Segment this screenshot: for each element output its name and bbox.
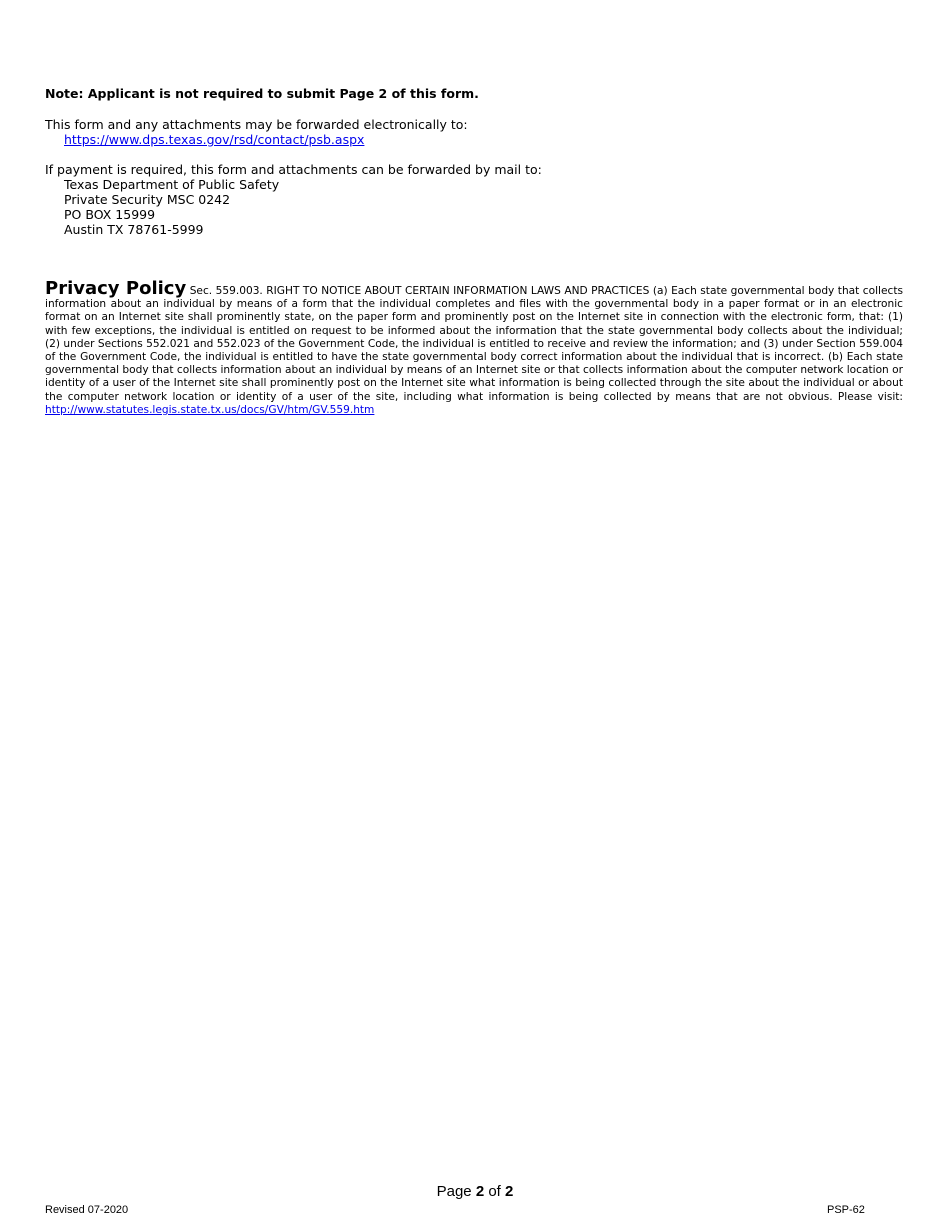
revision-date: Revised 07-2020: [45, 1204, 129, 1216]
page-total: 2: [505, 1183, 514, 1200]
page-current: 2: [475, 1183, 485, 1200]
page-word: Page: [436, 1183, 472, 1200]
privacy-policy-heading: Privacy Policy: [45, 278, 187, 299]
privacy-policy-body: Sec. 559.003. RIGHT TO NOTICE ABOUT CERTAIN INFORMATION LAWS AND PRACTICES (a) Each state governmental body that collects information about an individual by means of a form that the individual completes and files with the governmental body in a paper format or in an electronic format on an Internet site shall prominently state, on the paper form and prominently post on the Internet site in connection with the electronic form, that: (1) with few exceptions, the individual is entitled on request to be informed about the information that the state governmental body collects about the individual; (2) under Sections 552.021 and 552.023 of the Government Code, the individual is entitled to receive and review the information; and (3) under Section 559.004 of the Government Code, the individual is entitled to have the state governmental body correct information about the individual that is incorrect. (b) Each state governmental body that collects information about an individual by means of an Internet site or that collects information about the computer network location or identity of a user of the Internet site shall prominently post on the Internet site what information is being collected through the site about the individual or about the computer network location or identity of a user of the site, including what information is being collected by means that are not obvious. Please visit:: [45, 285, 903, 403]
privacy-policy-section: [45, 278, 903, 417]
electronic-submission-section: [45, 117, 468, 147]
electronic-submission-intro: This form and any attachments may be forwarded electronically to:: [45, 117, 468, 132]
mailing-address-line: Private Security MSC 0242: [64, 192, 231, 207]
page-of-word: of: [488, 1183, 501, 1200]
form-id: PSP-62: [827, 1204, 865, 1216]
mail-submission-intro: If payment is required, this form and attachments can be forwarded by mail to:: [45, 162, 542, 177]
mailing-address-line: PO BOX 15999: [64, 207, 156, 222]
submission-note: Note: Applicant is not required to submit Page 2 of this form.: [45, 86, 479, 101]
electronic-submission-link-wrapper: [45, 132, 468, 147]
electronic-submission-link[interactable]: https://www.dps.texas.gov/rsd/contact/psb.aspx: [64, 132, 365, 147]
mailing-address-line: Texas Department of Public Safety: [64, 177, 280, 192]
mail-submission-section: [45, 162, 542, 237]
mailing-address-line: Austin TX 78761-5999: [64, 222, 204, 237]
page-number: [0, 1183, 950, 1201]
privacy-statute-link[interactable]: http://www.statutes.legis.state.tx.us/docs/GV/htm/GV.559.htm: [45, 403, 375, 416]
